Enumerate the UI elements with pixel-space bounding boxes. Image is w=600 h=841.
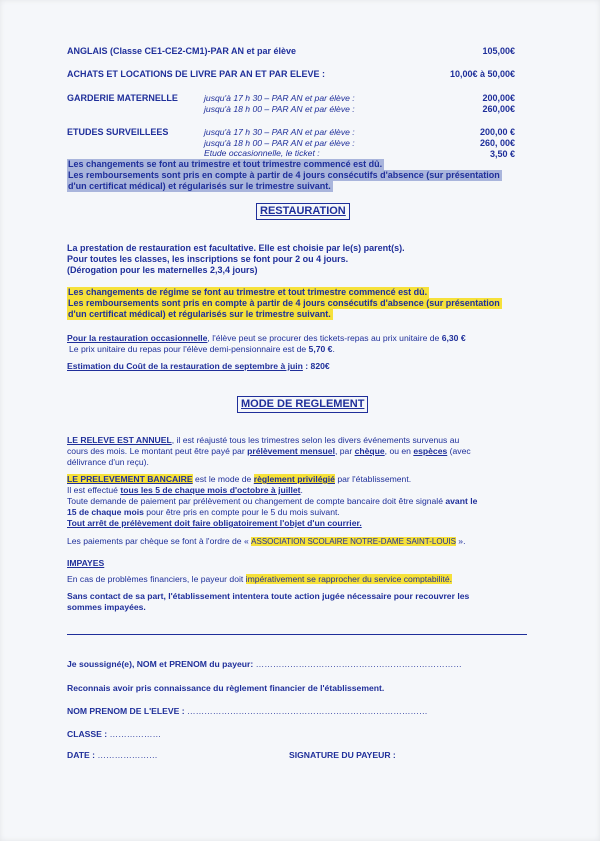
restauration-intro: La prestation de restauration est facultative. Elle est choisie par le(s) parent(s).: [67, 243, 405, 253]
occasional-meal-text: , l'élève peut se procurer des tickets-repas au prix unitaire de: [207, 333, 442, 343]
tariff-notice-refund-2: d'un certificat médical) et régularisés sur le trimestre suivant.: [68, 181, 331, 191]
anglais-label: ANGLAIS (Classe CE1-CE2-CM1)-PAR AN et par élève: [67, 46, 297, 56]
cheque-payee: ASSOCIATION SCOLAIRE NOTRE-DAME SAINT-LOUIS: [251, 537, 456, 546]
sans-contact-line-2: sommes impayées.: [67, 602, 146, 612]
classe-label: CLASSE :: [67, 729, 110, 739]
reglement-privilegie: règlement privilégié: [253, 474, 335, 484]
payeur-field[interactable]: ………………………………………………………………: [255, 659, 462, 669]
garderie-price-2: 260,00€: [482, 104, 515, 114]
eleve-line: [67, 706, 428, 717]
prelevement-label: LE PRELEVEMENT BANCAIRE: [67, 474, 193, 484]
occasional-meal-label: Pour la restauration occasionnelle: [67, 333, 208, 343]
reglement-heading: MODE DE REGLEMENT: [237, 396, 368, 413]
date-label: DATE :: [67, 750, 98, 760]
anglais-price: 105,00€: [482, 46, 515, 56]
garderie-price-1: 200,00€: [482, 93, 515, 103]
signature-label: SIGNATURE DU PAYEUR :: [289, 750, 396, 760]
etudes-line-1: jusqu'à 17 h 30 – PAR AN et par élève :: [204, 127, 355, 137]
payeur-line: [67, 659, 462, 670]
classe-line: [67, 729, 161, 740]
restauration-notice-refund-2: d'un certificat médical) et régularisés sur le trimestre suivant.: [68, 309, 331, 319]
etudes-price-2: 260, 00€: [479, 138, 515, 148]
releve-line-3: délivrance d'un reçu).: [67, 457, 149, 467]
payment-cheque: chèque: [354, 446, 385, 456]
impayes-heading: IMPAYES: [67, 558, 105, 568]
tariff-notice-refund-1: Les remboursements sont pris en compte à partir de 4 jours consécutifs d'absence (sur présentation: [68, 170, 500, 180]
releve-line-1: LE RELEVE EST ANNUEL, il est réajusté tous les trimestres selon les divers événements survenus au: [67, 435, 460, 445]
date-line: [67, 750, 158, 761]
eleve-label: NOM PRENOM DE L'ELEVE :: [67, 706, 187, 716]
estimation-value: : 820€: [302, 361, 330, 371]
cheque-line: Les paiements par chèque se font à l'ordre de « ASSOCIATION SCOLAIRE NOTRE-DAME SAINT-LOUIS ».: [67, 536, 466, 546]
demi-pension-text: Le prix unitaire du repas pour l'élève demi-pensionnaire est de: [69, 344, 309, 354]
classe-field[interactable]: ………………: [109, 729, 162, 739]
garderie-label: GARDERIE MATERNELLE: [67, 93, 178, 103]
etudes-price-1: 200,00 €: [479, 127, 515, 137]
etudes-line-2: jusqu'à 18 h 00 – PAR AN et par élève :: [204, 138, 355, 148]
reconnais-line: Reconnais avoir pris connaissance du règlement financier de l'établissement.: [67, 683, 385, 693]
restauration-notice-refund-1: Les remboursements sont pris en compte à partir de 4 jours consécutifs d'absence (sur présentation: [68, 298, 500, 308]
estimation-label: Estimation du Coût de la restauration de septembre à juin: [67, 361, 303, 371]
estimation-line: [67, 361, 330, 372]
etudes-line-3: Etude occasionnelle, le ticket :: [204, 148, 320, 158]
date-field[interactable]: …………………: [97, 750, 158, 760]
demande-line-1: Toute demande de paiement par prélèvement ou changement de compte bancaire doit être signalé avant le: [67, 496, 478, 506]
prelevement-dates-line: Il est effectué tous les 5 de chaque mois d'octobre à juillet.: [67, 485, 303, 495]
achats-label: ACHATS ET LOCATIONS DE LIVRE PAR AN ET PAR ELEVE :: [67, 69, 326, 79]
impayes-line: En cas de problèmes financiers, le payeur doit impérativement se rapprocher du service comptabilité.: [67, 574, 452, 584]
etudes-label: ETUDES SURVEILLEES: [67, 127, 169, 137]
arret-prelevement: Tout arrêt de prélèvement doit faire obligatoirement l'objet d'un courrier.: [67, 518, 362, 528]
prelevement-dates: tous les 5 de chaque mois d'octobre à juillet: [120, 485, 301, 495]
occasional-meal-price: 6,30 €: [441, 333, 466, 343]
demande-line-2: 15 de chaque mois pour être pris en compte pour le 5 du mois suivant.: [67, 507, 340, 517]
demi-pension-price: 5,70 €: [308, 344, 333, 354]
releve-label: LE RELEVE EST ANNUEL: [67, 435, 172, 445]
etudes-price-3: 3,50 €: [489, 149, 515, 159]
releve-line-2: cours des mois. Le montant peut être payé par prélèvement mensuel, par chèque, ou en espèces (avec: [67, 446, 471, 456]
impayes-highlight: impérativement se rapprocher du service comptabilité.: [245, 574, 452, 584]
garderie-line-2: jusqu'à 18 h 00 – PAR AN et par élève :: [204, 104, 355, 114]
occasional-meal-line: [67, 333, 466, 344]
achats-price: 10,00€ à 50,00€: [449, 69, 515, 79]
payeur-label: Je soussigné(e), NOM et PRENOM du payeur:: [67, 659, 256, 669]
payment-especes: espèces: [413, 446, 448, 456]
demi-pension-line: Le prix unitaire du repas pour l'élève demi-pensionnaire est de 5,70 €.: [69, 344, 335, 354]
prelevement-line: LE PRELEVEMENT BANCAIRE est le mode de règlement privilégié par l'établissement.: [67, 474, 412, 484]
tariff-notice-change: Les changements se font au trimestre et tout trimestre commencé est dû.: [68, 159, 383, 169]
restauration-derogation: (Dérogation pour les maternelles 2,3,4 jours): [67, 265, 258, 275]
sans-contact-line-1: Sans contact de sa part, l'établissement intentera toute action jugée nécessaire pour recouvrer les: [67, 591, 470, 601]
restauration-notice-change: Les changements de régime se font au trimestre et tout trimestre commencé est dû.: [68, 287, 428, 297]
eleve-field[interactable]: …………………………………………………………………………: [186, 706, 428, 716]
restauration-heading: RESTAURATION: [256, 203, 350, 220]
payment-prelevement: prélèvement mensuel: [247, 446, 335, 456]
restauration-inscriptions: Pour toutes les classes, les inscriptions se font pour 2 ou 4 jours.: [67, 254, 349, 264]
garderie-line-1: jusqu'à 17 h 30 – PAR AN et par élève :: [204, 93, 355, 103]
separator-line: [67, 634, 527, 635]
